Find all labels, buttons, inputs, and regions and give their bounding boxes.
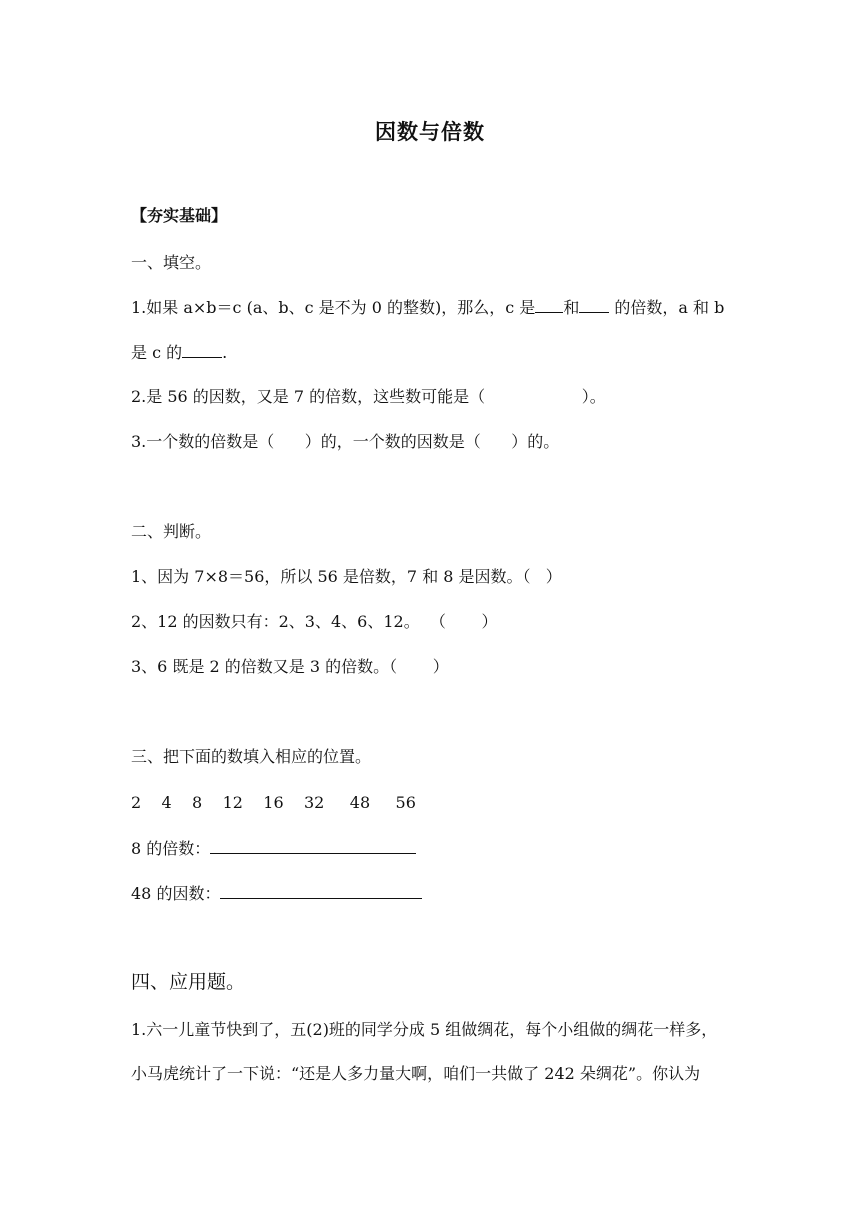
part4-heading: 四、应用题。 <box>131 971 246 993</box>
answer-blank[interactable] <box>182 343 222 358</box>
page-title: 因数与倍数 <box>375 119 485 144</box>
multiples-label: 8 的倍数： <box>131 839 211 858</box>
part1-question-1-line-2 <box>131 343 227 363</box>
factors-answer-line[interactable] <box>220 884 422 899</box>
number-list: 2 4 8 12 16 32 48 56 <box>131 793 416 812</box>
part3-heading: 三、把下面的数填入相应的位置。 <box>131 747 372 766</box>
part2-question-1: 1、因为 7×8＝56，所以 56 是倍数，7 和 8 是因数。（ ） <box>131 567 562 586</box>
q1-text-e: . <box>222 343 228 362</box>
factors-of-48-row <box>131 884 422 904</box>
part2-heading: 二、判断。 <box>131 522 212 541</box>
answer-blank[interactable] <box>579 298 609 313</box>
q1-text-b: 和 <box>563 298 580 317</box>
multiples-of-8-row <box>131 839 416 859</box>
part4-question-1-line-1: 1.六一儿童节快到了，五(2)班的同学分成 5 组做绸花，每个小组做的绸花一样多， <box>131 1020 718 1039</box>
part2-question-3: 3、6 既是 2 的倍数又是 3 的倍数。（ ） <box>131 657 449 676</box>
part1-heading: 一、填空。 <box>131 253 212 272</box>
factors-label: 48 的因数： <box>131 884 221 903</box>
part1-question-3: 3.一个数的倍数是（ ）的，一个数的因数是（ ）的。 <box>131 432 560 451</box>
q1-text-c: 的倍数，a 和 b <box>609 298 725 317</box>
part1-question-1-line-1 <box>131 298 724 318</box>
q1-text-d: 是 c 的 <box>131 343 183 362</box>
answer-blank[interactable] <box>535 298 563 313</box>
q1-text-a: 1.如果 a×b＝c (a、b、c 是不为 0 的整数)，那么，c 是 <box>131 298 536 317</box>
section-label: 【夯实基础】 <box>131 206 228 225</box>
multiples-answer-line[interactable] <box>210 839 416 854</box>
part4-question-1-line-2: 小马虎统计了一下说：“还是人多力量大啊，咱们一共做了 242 朵绸花”。你认为 <box>131 1064 701 1083</box>
part2-question-2: 2、12 的因数只有：2、3、4、6、12。 （ ） <box>131 612 498 631</box>
part1-question-2: 2.是 56 的因数，又是 7 的倍数，这些数可能是（ ）。 <box>131 387 606 406</box>
